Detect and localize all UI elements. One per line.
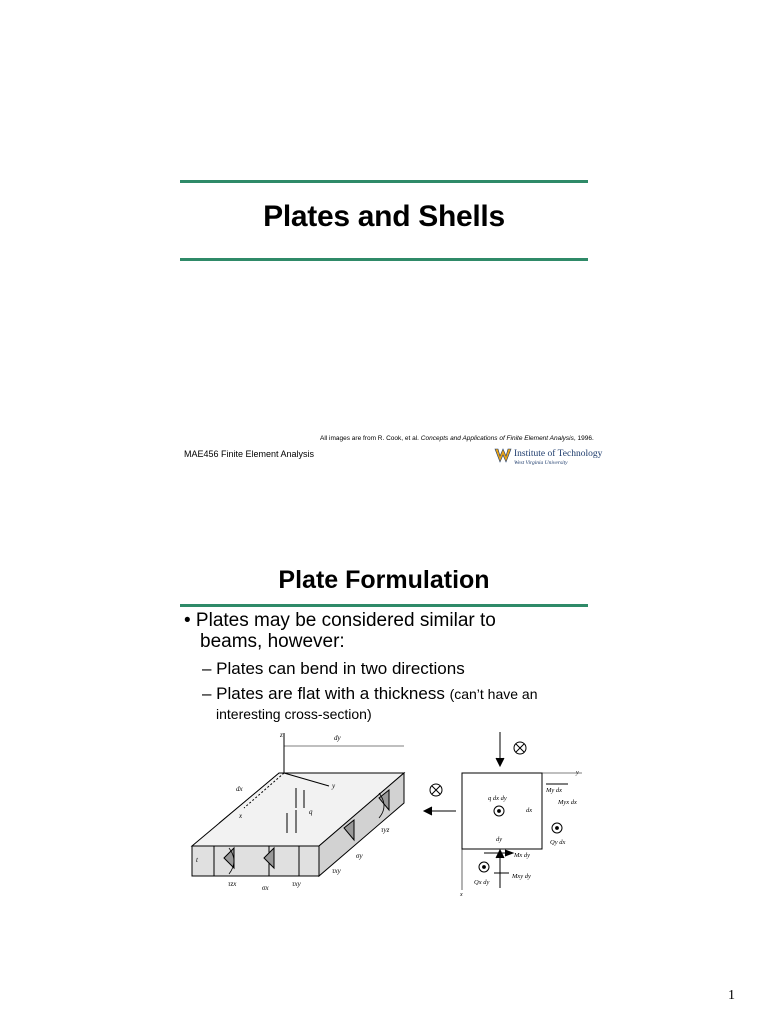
- svg-text:τzx: τzx: [228, 880, 237, 888]
- svg-text:dy: dy: [496, 836, 503, 843]
- svg-text:Mx dy: Mx dy: [514, 852, 531, 859]
- svg-text:Qy dx: Qy dx: [550, 839, 566, 846]
- title-rule: [180, 604, 588, 607]
- svg-text:y: y: [332, 782, 336, 790]
- svg-text:q: q: [309, 808, 313, 816]
- svg-text:My dx: My dx: [546, 787, 563, 794]
- svg-text:τxy: τxy: [332, 867, 341, 875]
- sub-bullet-1: – Plates can bend in two directions: [202, 659, 465, 678]
- svg-text:Mxy dy: Mxy dy: [512, 873, 531, 880]
- svg-text:Qx dy: Qx dy: [474, 879, 490, 886]
- slide-title: Plates and Shells: [263, 200, 505, 233]
- svg-text:Myx dx: Myx dx: [558, 799, 577, 806]
- svg-text:τxy: τxy: [292, 880, 301, 888]
- slide-title-2: Plate Formulation: [278, 566, 490, 594]
- svg-text:dy: dy: [334, 734, 341, 742]
- wvu-logo: [493, 446, 603, 468]
- svg-text:z: z: [280, 731, 283, 739]
- page-number: 1: [728, 988, 735, 1003]
- svg-text:σy: σy: [356, 852, 363, 860]
- svg-text:x: x: [239, 812, 243, 820]
- plate-free-body: [424, 732, 582, 898]
- bullet-1: • Plates may be considered similar to beams, however:: [184, 610, 496, 652]
- top-rule: [180, 180, 588, 183]
- svg-text:y: y: [576, 770, 579, 776]
- svg-text:q dx dy: q dx dy: [488, 795, 507, 802]
- svg-text:Institute of Technology: Institute of Technology: [514, 449, 603, 459]
- plate-element-3d: [192, 731, 404, 892]
- svg-text:dx: dx: [526, 807, 533, 814]
- svg-text:τyz: τyz: [381, 826, 390, 834]
- svg-text:dx: dx: [236, 785, 243, 793]
- svg-text:West Virginia University: West Virginia University: [514, 460, 568, 466]
- sub-bullet-2: – Plates are flat with a thickness (can’t have an interesting cross-section): [202, 684, 538, 722]
- bottom-rule: [180, 258, 588, 261]
- svg-text:t: t: [196, 856, 198, 864]
- svg-text:σx: σx: [262, 884, 269, 892]
- course-name: MAE456 Finite Element Analysis: [184, 449, 315, 459]
- plate-element-figure: [184, 728, 588, 903]
- image-credit: All images are from R. Cook, et al. Concepts and Applications of Finite Element Analysis, 1996.: [320, 435, 594, 442]
- svg-text:x: x: [460, 892, 463, 898]
